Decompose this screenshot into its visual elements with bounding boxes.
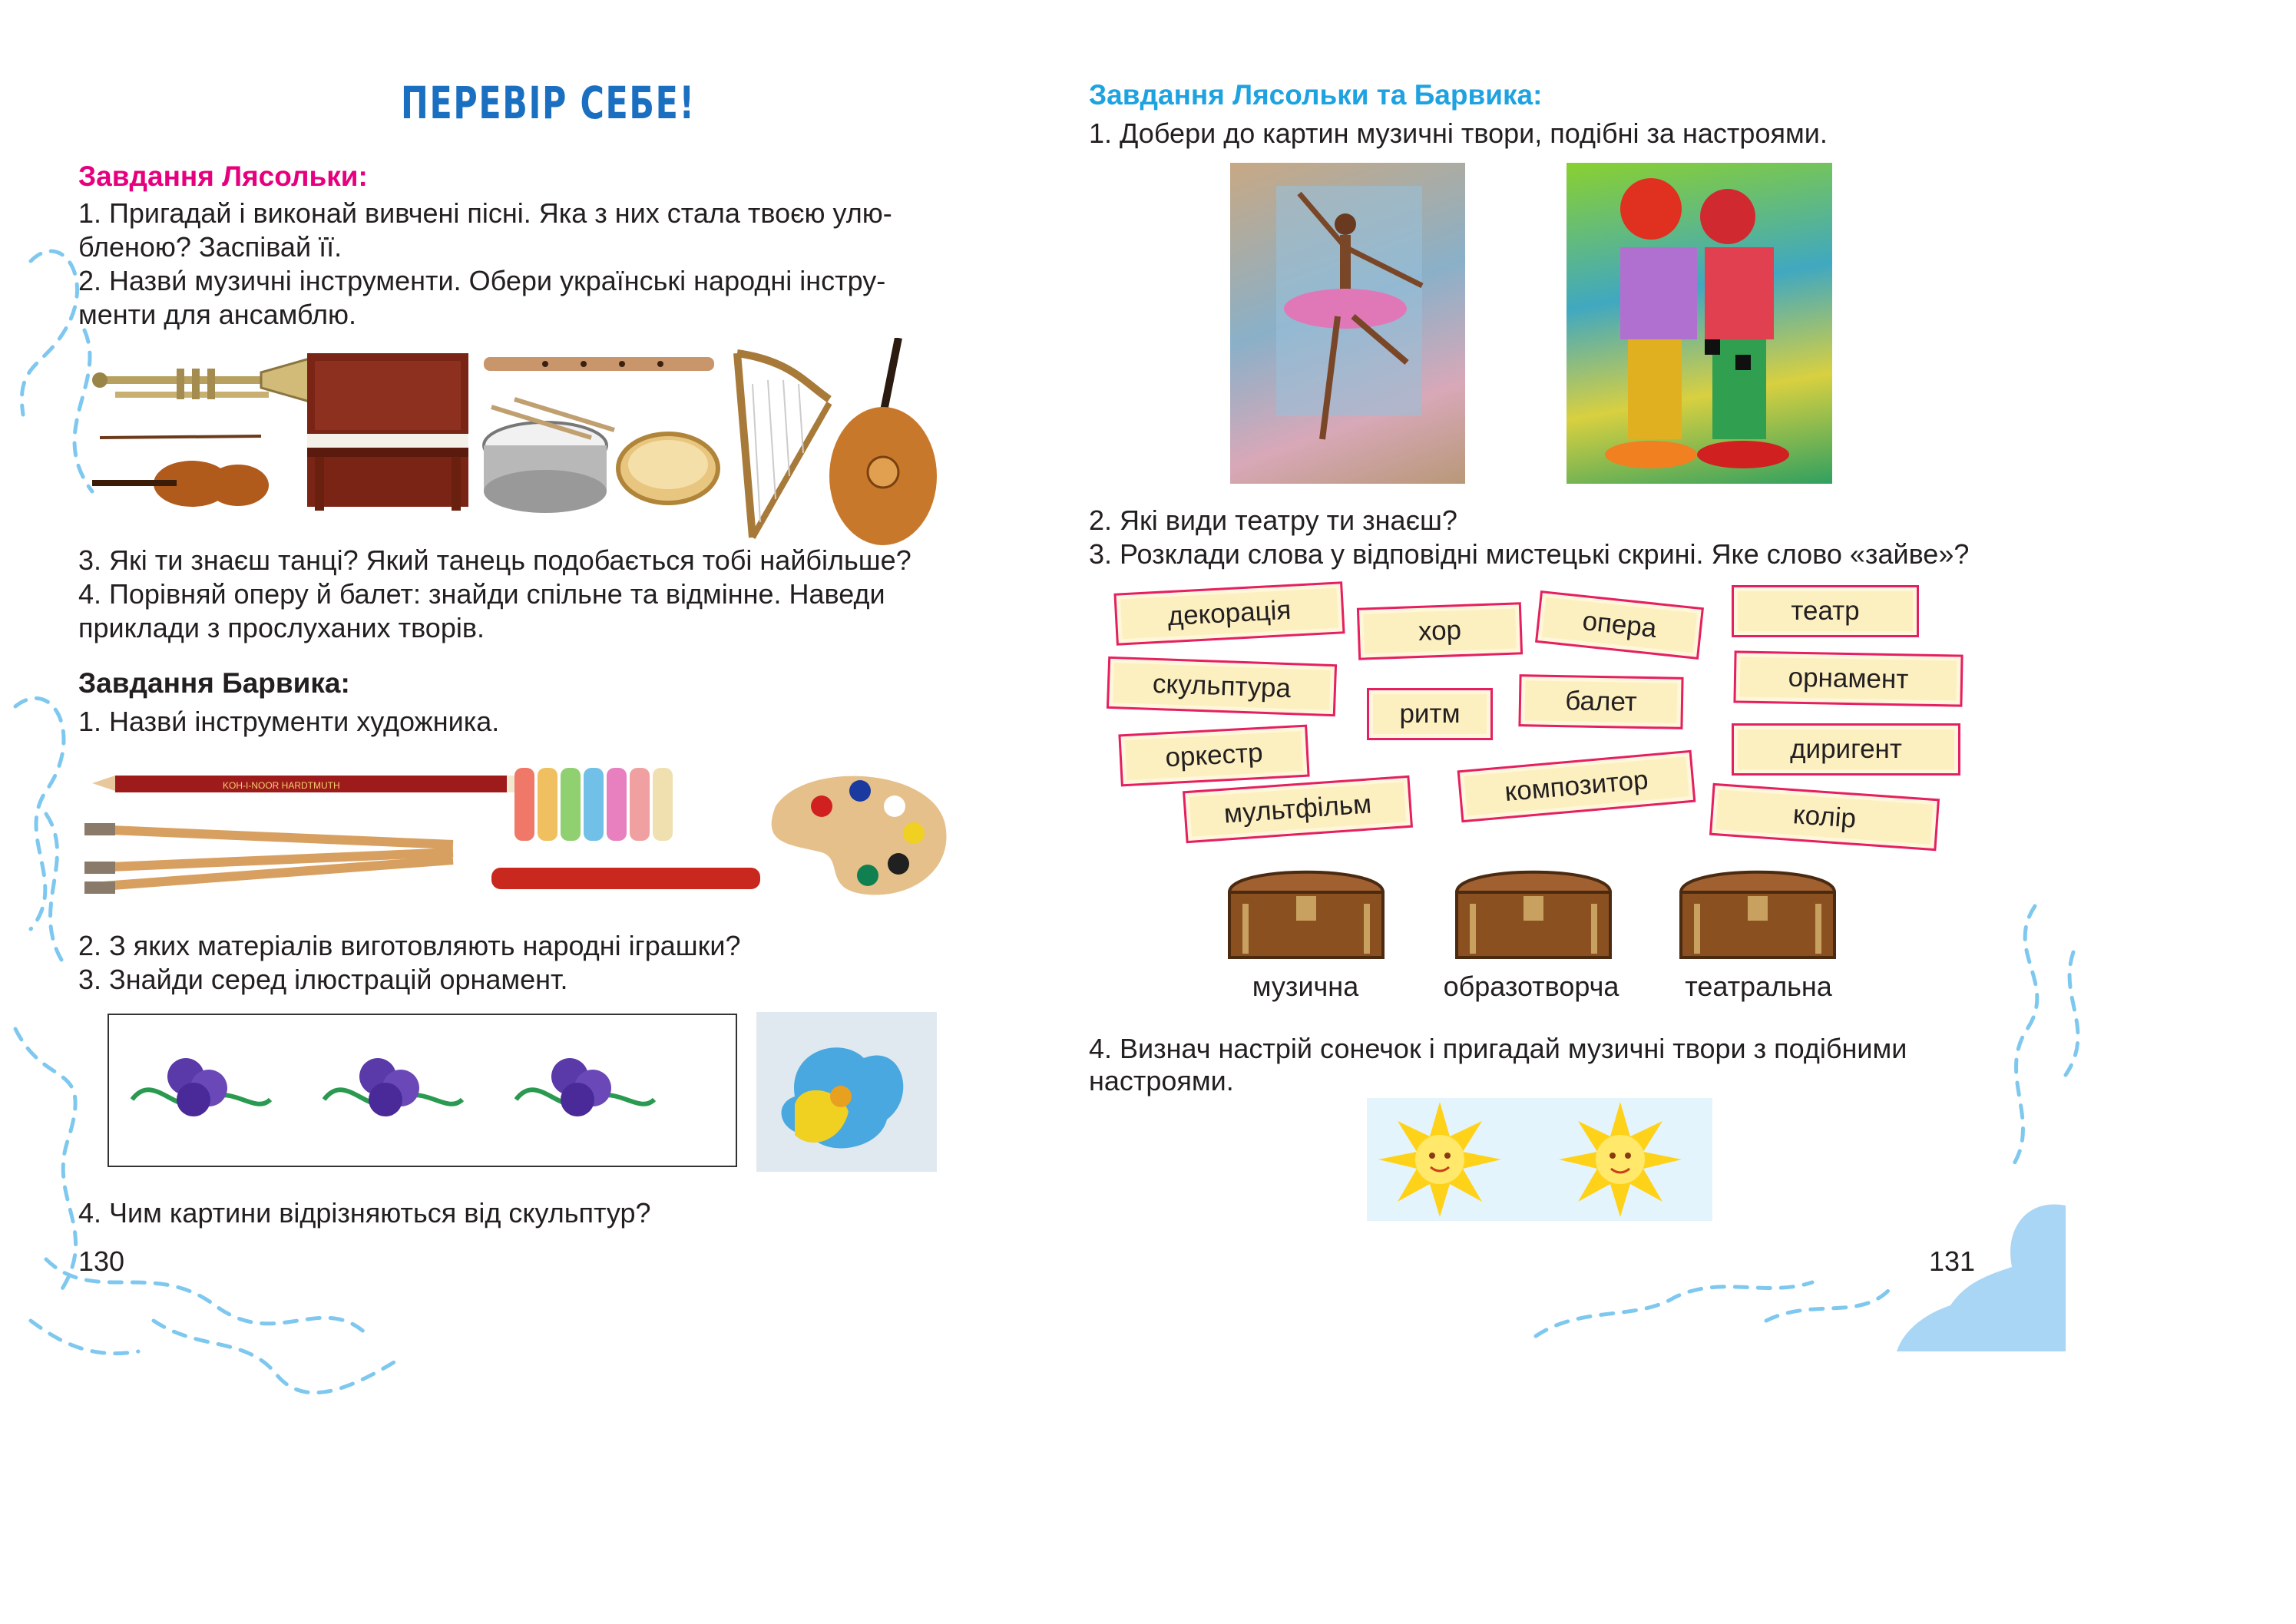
piano-icon bbox=[307, 353, 468, 511]
right-item4: настроями. bbox=[1089, 1065, 1234, 1096]
task2-line: 1. Назви́ інструменти художника. bbox=[78, 706, 500, 737]
word-card[interactable]: диригент bbox=[1732, 723, 1960, 776]
ornament-pattern bbox=[109, 1015, 736, 1166]
page-number-right: 131 bbox=[1929, 1245, 1976, 1277]
chest-label: театральна bbox=[1685, 971, 1832, 1002]
word-card[interactable]: театр bbox=[1732, 585, 1919, 637]
page-title: ПЕРЕВІР СЕБЕ! bbox=[401, 77, 696, 129]
right-item4: 4. Визнач настрій сонечок і пригадай музичні твори з подібними bbox=[1089, 1033, 1907, 1064]
chalk-icon bbox=[514, 768, 673, 841]
right-item1: 1. Добери до картин музичні твори, подібні за настроями. bbox=[1089, 117, 1828, 149]
task1-line: менти для ансамблю. bbox=[78, 299, 357, 330]
task1-text-2 bbox=[78, 544, 969, 645]
treasure-chest-icon bbox=[1454, 862, 1613, 961]
task1-line: 1. Пригадай і виконай вивчені пісні. Яка з них стала твоєю улю- bbox=[78, 197, 892, 229]
word-card[interactable]: оркестр bbox=[1118, 725, 1309, 787]
word-card[interactable]: балет bbox=[1518, 674, 1683, 729]
page-number-left: 130 bbox=[78, 1245, 125, 1277]
flower-ornament-icon bbox=[324, 1058, 462, 1116]
ballerina-painting bbox=[1230, 163, 1465, 484]
treasure-chest-icon bbox=[1679, 862, 1837, 961]
word-card[interactable]: орнамент bbox=[1733, 650, 1963, 706]
right-item2: 2. Які види театру ти знаєш? bbox=[1089, 504, 1457, 536]
right-item3: 3. Розклади слова у відповідні мистецькі скрині. Яке слово «зайве»? bbox=[1089, 538, 1970, 570]
word-card[interactable]: опера bbox=[1535, 590, 1704, 660]
trumpet-icon bbox=[92, 357, 315, 403]
palette-icon bbox=[772, 776, 947, 895]
clowns-painting bbox=[1567, 163, 1832, 484]
right-heading: Завдання Лясольки та Барвика: bbox=[1089, 79, 1543, 111]
task2-heading: Завдання Барвика: bbox=[78, 667, 350, 699]
task1-line: бленою? Заспівай її. bbox=[78, 231, 342, 263]
paintbrushes-icon bbox=[84, 823, 453, 894]
word-card[interactable]: колір bbox=[1709, 783, 1940, 851]
task1-line: приклади з прослуханих творів. bbox=[78, 612, 485, 643]
suns-illustration bbox=[1367, 1098, 1712, 1221]
task1-text bbox=[78, 197, 969, 332]
bandura-icon bbox=[829, 338, 937, 545]
marker-icon bbox=[491, 868, 760, 889]
treasure-chest-icon bbox=[1227, 862, 1385, 961]
task2-text-2 bbox=[78, 929, 741, 997]
clay-flower-image bbox=[756, 1012, 937, 1172]
word-card[interactable]: композитор bbox=[1457, 750, 1696, 822]
violin-icon bbox=[92, 436, 269, 507]
word-card[interactable]: декорація bbox=[1113, 581, 1345, 646]
task1-heading: Завдання Лясольки: bbox=[78, 160, 368, 192]
word-card[interactable]: ритм bbox=[1367, 688, 1493, 740]
task1-line: 3. Які ти знаєш танці? Який танець подобається тобі найбільше? bbox=[78, 544, 911, 576]
task2-line: 2. З яких матеріалів виготовляють народні іграшки? bbox=[78, 930, 741, 961]
tambourine-icon bbox=[618, 434, 718, 503]
pencil-icon bbox=[92, 776, 518, 792]
task2-line: 3. Знайди серед ілюстрацій орнамент. bbox=[78, 964, 568, 995]
harp-icon bbox=[737, 353, 829, 537]
ornament-frame bbox=[108, 1014, 737, 1167]
word-card[interactable]: мультфільм bbox=[1183, 776, 1413, 843]
flower-ornament-icon bbox=[132, 1058, 270, 1116]
flute-icon bbox=[484, 357, 714, 371]
word-card[interactable]: хор bbox=[1357, 602, 1523, 660]
artist-tools-illustration bbox=[84, 760, 968, 906]
musical-instruments-illustration bbox=[84, 338, 968, 545]
task1-line: 4. Порівняй оперу й балет: знайди спільне та відмінне. Наведи bbox=[78, 578, 885, 610]
word-card[interactable]: скульптура bbox=[1107, 657, 1337, 716]
task2-line: 4. Чим картини відрізняються від скульптур? bbox=[78, 1197, 651, 1229]
flower-ornament-icon bbox=[516, 1058, 654, 1116]
chest-label: музична bbox=[1252, 971, 1359, 1002]
chest-label: образотворча bbox=[1443, 971, 1619, 1002]
task1-line: 2. Назви́ музичні інструменти. Обери українські народні інстру- bbox=[78, 265, 886, 296]
drum-icon bbox=[484, 399, 614, 513]
pencil-label: KOH-I-NOOR HARDTMUTH bbox=[223, 780, 340, 791]
